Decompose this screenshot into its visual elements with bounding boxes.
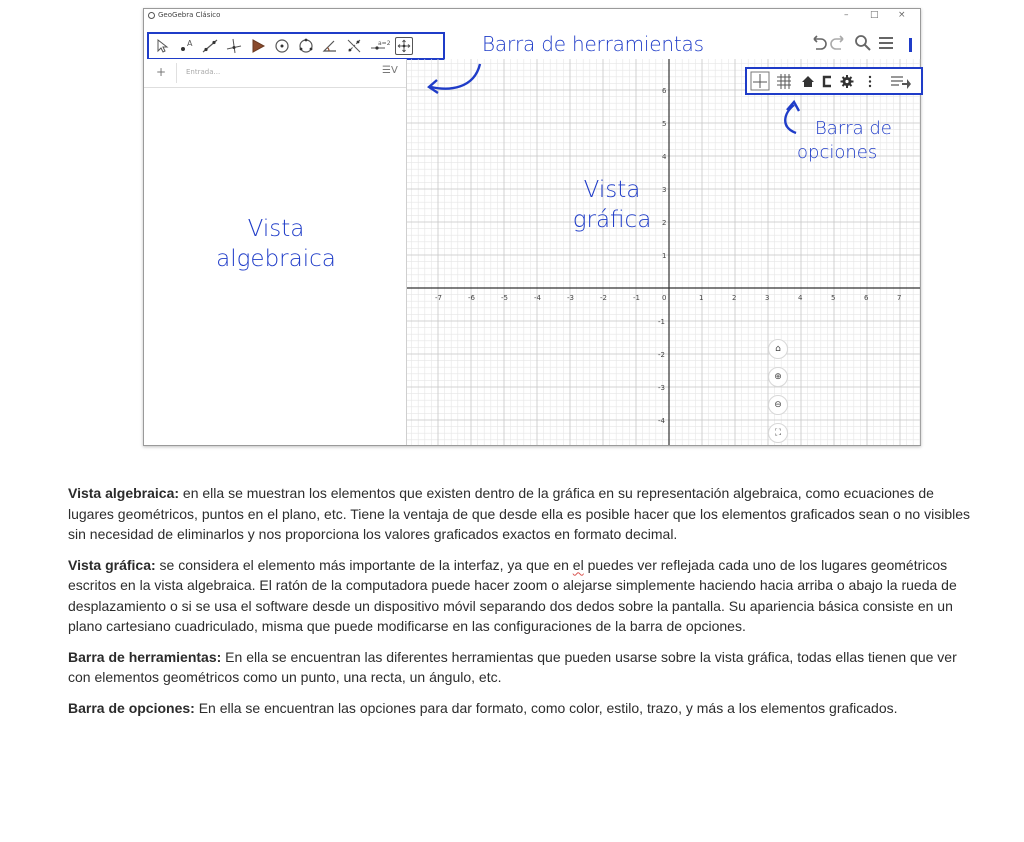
add-icon[interactable]: + [156, 65, 167, 79]
x-tick-label: 3 [765, 294, 770, 302]
x-tick-label: 1 [699, 294, 704, 302]
x-tick-label: -1 [633, 294, 640, 302]
x-tick-label: -6 [468, 294, 475, 302]
description-text [68, 483, 973, 728]
term: Vista gráfica: [68, 556, 156, 573]
minimize-button[interactable]: – [844, 10, 849, 20]
paragraph-graphics-view [68, 555, 973, 637]
term: Vista algebraica: [68, 485, 180, 501]
definition: se considera el elemento más importante de la interfaz, ya que en [155, 556, 573, 573]
svg-text:A: A [187, 39, 193, 48]
annotation-arrows [144, 9, 920, 445]
spellcheck-word: el [572, 556, 584, 573]
algebra-view-label-line1: Vista [247, 216, 305, 242]
y-tick-label: 3 [662, 186, 667, 194]
toolbar-annotation-label: Barra de herramientas [482, 32, 704, 56]
zoom-in-icon[interactable]: ⊕ [768, 367, 788, 387]
geogebra-screenshot [143, 8, 921, 446]
y-tick-label: 2 [662, 219, 667, 227]
term: Barra de opciones: [68, 699, 195, 716]
options-bar-label-line1: Barra de [815, 118, 892, 139]
x-tick-label: 6 [864, 294, 869, 302]
algebra-view-label-line2: algebraica [216, 246, 336, 272]
paragraph-toolbar [68, 647, 973, 688]
toolbar-arrow [431, 64, 480, 89]
x-tick-label: 5 [831, 294, 836, 302]
term: Barra de herramientas: [68, 648, 222, 665]
algebra-menu-icon[interactable]: ☰V [382, 65, 398, 76]
paragraph-options-bar [68, 698, 973, 719]
x-tick-label: -7 [435, 294, 442, 302]
y-tick-label: 6 [662, 87, 667, 95]
y-tick-label: 4 [662, 153, 667, 161]
definition: En ella se encuentran las opciones para dar formato, como color, estilo, trazo, y más a los elementos graficados. [194, 699, 898, 716]
x-tick-label: 0 [662, 294, 667, 302]
x-tick-label: -2 [600, 294, 607, 302]
paragraph-algebra-view [68, 483, 973, 545]
x-tick-label: 4 [798, 294, 803, 302]
y-tick-label: 1 [662, 252, 667, 260]
graphics-view-label-line2: gráfica [572, 207, 652, 233]
svg-text:a=2: a=2 [378, 40, 391, 47]
definition: En ella se encuentran las diferentes herramientas que pueden usarse sobre la vista gráfica, todas ellas tienen que ver con elementos geométricos como un punto, una recta, un ángulo, etc. [68, 648, 957, 685]
close-button[interactable]: × [898, 10, 906, 20]
definition-cont: puedes ver reflejada cada uno de los lugares geométricos escritos en la vista algebraica. El ratón de la computadora puede hacer zoom o alejarse simplemente haciendo hacia arriba o abajo la rueda de desplazamiento o si se usa el software desde un dispositivo móvil separando dos dedos sobre la pantalla. Su apariencia básica consiste en un plano cartesiano cuadriculado, misma que puede modificarse en las configuraciones de la barra de opciones. [68, 556, 957, 634]
options-bar-label-line2: opciones [797, 142, 878, 163]
graphics-view-label-line1: Vista [583, 177, 641, 203]
x-tick-label: -5 [501, 294, 508, 302]
maximize-button[interactable]: □ [870, 10, 879, 20]
x-tick-label: 7 [897, 294, 902, 302]
x-tick-label: -4 [534, 294, 541, 302]
y-tick-label: -4 [658, 417, 665, 425]
definition: en ella se muestran los elementos que existen dentro de la gráfica en su representación algebraica, como ecuaciones de lugares geométricos, puntos en el plano, etc. Tiene la ventaja de que desde ella es posible hacer que los elementos graficados sean o no visibles sin necesidad de eliminarlos y nos proporciona los valores graficados exactos en formato decimal. [68, 485, 971, 542]
y-tick-label: -1 [658, 318, 665, 326]
y-tick-label: -2 [658, 351, 665, 359]
window-title: GeoGebra Clásico [158, 11, 221, 19]
algebra-input-field[interactable]: Entrada... [186, 68, 221, 76]
y-tick-label: -3 [658, 384, 665, 392]
y-tick-label: 5 [662, 120, 667, 128]
home-icon[interactable]: ⌂ [768, 339, 788, 359]
x-tick-label: -3 [567, 294, 574, 302]
x-tick-label: 2 [732, 294, 737, 302]
fullscreen-icon[interactable]: ⛶ [768, 423, 788, 443]
zoom-out-icon[interactable]: ⊖ [768, 395, 788, 415]
